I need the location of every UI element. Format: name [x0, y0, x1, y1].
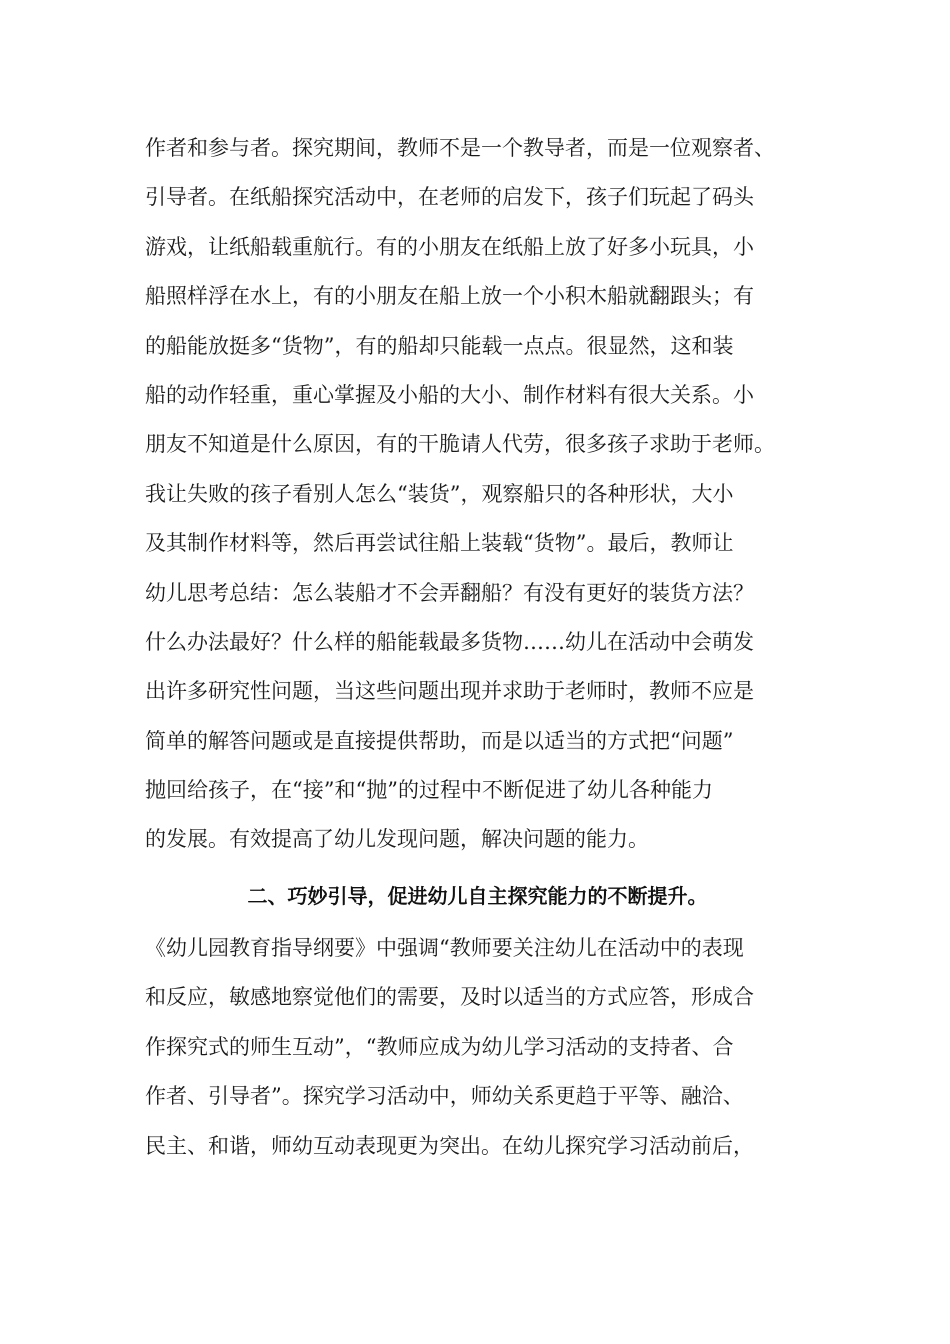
text-line: 船的动作轻重，重心掌握及小船的大小、制作材料有很大关系。小 — [145, 382, 754, 407]
text-line: 我让失败的孩子看别人怎么“装货”，观察船只的各种形状，大小 — [145, 481, 734, 506]
body-paragraph-2 — [145, 924, 810, 1171]
text-line: 出许多研究性问题，当这些问题出现并求助于老师时，教师不应是 — [145, 679, 754, 704]
text-line: 及其制作材料等，然后再尝试往船上装载“货物”。最后，教师让 — [145, 531, 734, 556]
text-line: 民主、和谐，师幼互动表现更为突出。在幼儿探究学习活动前后， — [145, 1133, 754, 1158]
section-heading: 二、巧妙引导，促进幼儿自主探究能力的不断提升。 — [247, 884, 708, 908]
text-line: 游戏，让纸船载重航行。有的小朋友在纸船上放了好多小玩具，小 — [145, 234, 754, 259]
text-line: 作者、引导者”。探究学习活动中，师幼关系更趋于平等、融洽、 — [145, 1084, 744, 1109]
text-line: 引导者。在纸船探究活动中，在老师的启发下，孩子们玩起了码头 — [145, 185, 754, 210]
text-line: 抛回给孩子，在“接”和“抛”的过程中不断促进了幼儿各种能力 — [145, 778, 713, 803]
text-line: 的发展。有效提高了幼儿发现问题，解决问题的能力。 — [145, 827, 649, 852]
body-paragraph-1 — [145, 124, 810, 865]
text-line: 什么办法最好？什么样的船能载最多货物……幼儿在活动中会萌发 — [145, 629, 754, 654]
text-line: 作者和参与者。探究期间，教师不是一个教导者，而是一位观察者、 — [145, 136, 775, 160]
text-line: 简单的解答问题或是直接提供帮助，而是以适当的方式把“问题” — [145, 728, 734, 753]
text-line: 朋友不知道是什么原因，有的干脆请人代劳，很多孩子求助于老师。 — [145, 432, 775, 457]
text-line: 和反应，敏感地察觉他们的需要，及时以适当的方式应答，形成合 — [145, 985, 754, 1010]
text-line: 作探究式的师生互动”，“教师应成为幼儿学习活动的支持者、合 — [145, 1034, 734, 1059]
text-line: 船照样浮在水上，有的小朋友在船上放一个小积木船就翻跟头；有 — [145, 284, 754, 309]
text-line: 幼儿思考总结：怎么装船才不会弄翻船？有没有更好的装货方法？ — [145, 580, 754, 605]
text-line: 《幼儿园教育指导纲要》中强调“教师要关注幼儿在活动中的表现 — [145, 936, 744, 960]
text-line: 的船能放挺多“货物”，有的船却只能载一点点。很显然，这和装 — [145, 333, 734, 358]
